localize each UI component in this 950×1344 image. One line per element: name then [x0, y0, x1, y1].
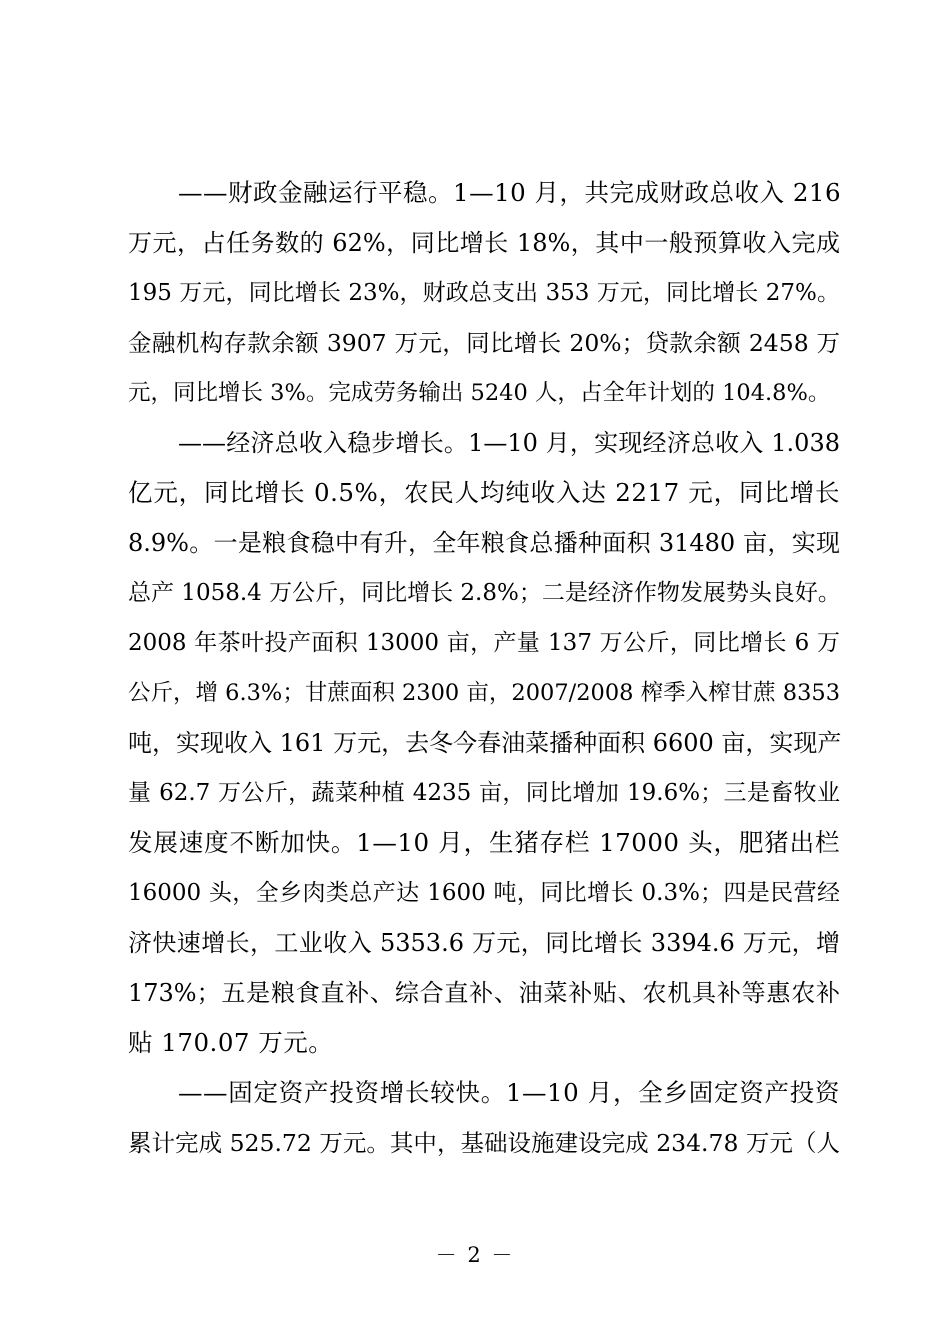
- paragraph-economy-line-1: ——经济总收入稳步增长。1—10 月，实现经济总收入 1.038: [178, 429, 840, 457]
- paragraph-fiscal-line-2: 万元，占任务数的 62%，同比增长 18%，其中一般预算收入完成: [128, 229, 840, 257]
- paragraph-economy-line-13: 贴 170.07 万元。: [128, 1028, 334, 1057]
- paragraph-investment-line-1: ——固定资产投资增长较快。1—10 月，全乡固定资产投资: [178, 1078, 840, 1107]
- paragraph-fiscal-line-4: 金融机构存款余额 3907 万元，同比增长 20%；贷款余额 2458 万: [128, 329, 840, 357]
- paragraph-fiscal-line-1: ——财政金融运行平稳。1—10 月，共完成财政总收入 216: [178, 178, 842, 207]
- paragraph-economy-line-11: 济快速增长，工业收入 5353.6 万元，同比增长 3394.6 万元，增: [128, 929, 840, 957]
- paragraph-economy-line-3: 8.9%。一是粮食稳中有升，全年粮食总播种面积 31480 亩，实现: [128, 529, 840, 557]
- paragraph-economy-line-7: 吨，实现收入 161 万元，去冬今春油菜播种面积 6600 亩，实现产: [128, 729, 842, 757]
- paragraph-economy-line-6: 公斤，增 6.3%；甘蔗面积 2300 亩，2007/2008 榨季入榨甘蔗 8353: [128, 680, 841, 706]
- paragraph-investment-line-2: 累计完成 525.72 万元。其中，基础设施建设完成 234.78 万元（人: [128, 1129, 840, 1157]
- paragraph-economy-line-12: 173%；五是粮食直补、综合直补、油菜补贴、农机具补等惠农补: [128, 979, 840, 1007]
- paragraph-economy-line-10: 16000 头，全乡肉类总产达 1600 吨，同比增长 0.3%；四是民营经: [128, 880, 840, 906]
- paragraph-economy-line-9: 发展速度不断加快。1—10 月，生猪存栏 17000 头，肥猪出栏: [128, 828, 840, 857]
- paragraph-economy-line-8: 量 62.7 万公斤，蔬菜种植 4235 亩，同比增加 19.6%；三是畜牧业: [128, 780, 840, 806]
- paragraph-fiscal-line-5: 元，同比增长 3%。完成劳务输出 5240 人，占全年计划的 104.8%。: [128, 380, 831, 406]
- paragraph-economy-line-2: 亿元，同比增长 0.5%，农民人均纯收入达 2217 元，同比增长: [128, 478, 840, 507]
- paragraph-economy-line-4: 总产 1058.4 万公斤，同比增长 2.8%；二是经济作物发展势头良好。: [128, 580, 841, 606]
- paragraph-economy-line-5: 2008 年茶叶投产面积 13000 亩，产量 137 万公斤，同比增长 6 万: [128, 630, 840, 656]
- paragraph-fiscal-line-3: 195 万元，同比增长 23%，财政总支出 353 万元，同比增长 27%。: [128, 280, 840, 306]
- page-number: － 2 －: [435, 1243, 515, 1267]
